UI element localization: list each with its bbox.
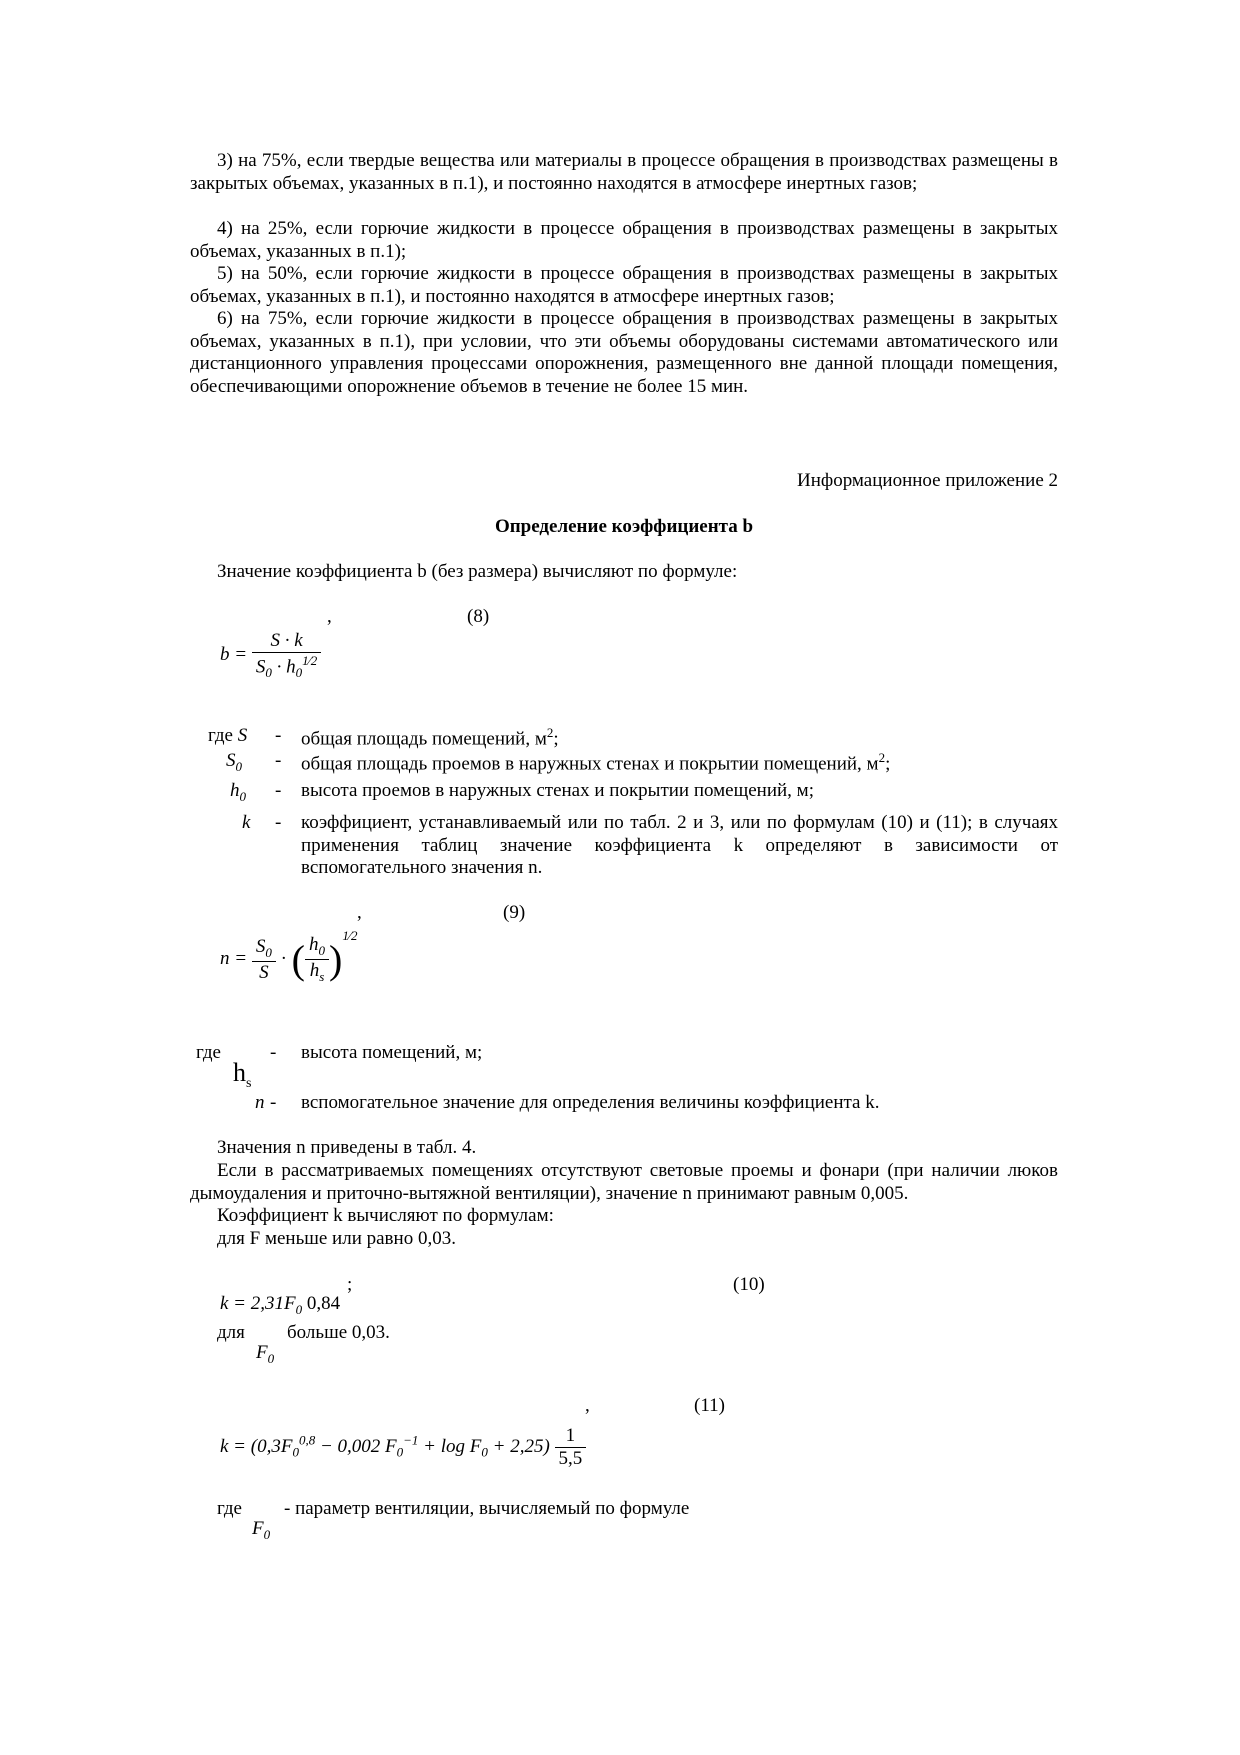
def-s0-text: общая площадь проемов в наружных стенах и покрытии помещений, $м^2$;: [301, 750, 891, 775]
def-s0: $S_0$: [226, 750, 242, 774]
formula-8-numerator: S · k: [252, 630, 321, 653]
formula-10: $k = 2,31F_0$ 0,84: [220, 1293, 341, 1317]
section-title: Определение коэффициента b: [494, 516, 754, 537]
last-where: где: [217, 1498, 242, 1519]
def-s: где S: [208, 725, 248, 746]
formula-8: [220, 630, 321, 681]
def-s-text: общая площадь помещений, $м^2$;: [301, 725, 559, 750]
formula-11-comma: ,: [585, 1395, 590, 1416]
for-text: больше 0,03.: [287, 1322, 390, 1343]
def-n-dash: -: [270, 1092, 277, 1113]
for-label: для: [217, 1322, 245, 1343]
def-hs-dash: -: [270, 1042, 277, 1063]
def-s-dash: -: [275, 725, 282, 746]
formula-9-fraction-1: $\frac{S_0}{S}$: [252, 936, 276, 984]
formula-9-fraction-2: $\frac{h_0}{h_s}$: [305, 934, 329, 985]
formula-8-comma: ,: [327, 606, 332, 627]
for-f0: $F_0$: [256, 1342, 275, 1366]
formula-11-number: (11): [694, 1395, 725, 1416]
formula-8-number: (8): [467, 606, 490, 627]
def-n: n: [255, 1092, 265, 1113]
paragraph-item-6: 6) на 75%, если горючие жидкости в процессе обращения в производствах размещены в закрытых объемах, указанных в п.1), при условии, что эти объемы оборудованы системами автоматического или дистанционного управления процессами опорожнения, размещенного вне данной площади помещения, обеспечивающими опорожнение объемов в течение не более 15 мин.: [190, 308, 1058, 397]
paragraph-item-5: 5) на 50%, если горючие жидкости в процессе обращения в производствах размещены в закрытых объемах, указанных в п.1), и постоянно находятся в атмосфере инертных газов;: [190, 263, 1058, 307]
paragraph-for-f: для F меньше или равно 0,03.: [217, 1228, 456, 1249]
def9-where: где: [196, 1042, 221, 1063]
def-n-text: вспомогательное значение для определения величины коэффициента k.: [301, 1092, 880, 1113]
formula-9: n = $\frac{S_0}{S}$ · ( $\frac{h_0}{h_s}$ )$^{1⁄2}$: [220, 928, 358, 984]
def-h0-text: высота проемов в наружных стенах и покрытии помещений, м;: [301, 780, 814, 801]
def-h0-dash: -: [275, 780, 282, 801]
last-text: - параметр вентиляции, вычисляемый по формуле: [284, 1498, 690, 1519]
formula-10-semicolon: ;: [347, 1274, 353, 1295]
def-hs: $h_s$: [233, 1058, 252, 1092]
appendix-label: Информационное приложение 2: [797, 470, 1058, 491]
formula-8-denominator: $S_0 \cdot h_0^{1⁄2}$: [255, 653, 318, 681]
formula-9-comma: ,: [357, 902, 362, 923]
formula-10-number: (10): [733, 1274, 765, 1295]
paragraph-values-n: Значения n приведены в табл. 4.: [217, 1137, 477, 1158]
def-h0: $h_0$: [230, 780, 246, 804]
formula-8-lhs: b =: [220, 643, 248, 665]
def-k-text: коэффициент, устанавливаемый или по табл. 2 и 3, или по формулам (10) и (11); в случаях применения таблиц значение коэффициента k определяют в зависимости от вспомогательного значения n.: [301, 812, 1058, 878]
paragraph-coef-k: Коэффициент k вычисляют по формулам:: [217, 1205, 554, 1226]
intro-text: Значение коэффициента b (без размера) вычисляют по формуле:: [217, 561, 738, 582]
paragraph-item-3: 3) на 75%, если твердые вещества или материалы в процессе обращения в производствах размещены в закрытых объемах, указанных в п.1), и постоянно находятся в атмосфере инертных газов;: [190, 150, 1058, 194]
last-f0: $F_0$: [252, 1518, 271, 1542]
formula-9-number: (9): [503, 902, 526, 923]
formula-11-fraction: $\frac{1}{5,5}$: [555, 1425, 587, 1470]
def-k: k: [242, 812, 251, 833]
paragraph-item-4: 4) на 25%, если горючие жидкости в процессе обращения в производствах размещены в закрытых объемах, указанных в п.1);: [190, 218, 1058, 262]
def-hs-text: высота помещений, м;: [301, 1042, 483, 1063]
def-k-dash: -: [275, 812, 282, 833]
formula-8-fraction: [252, 630, 321, 681]
def-s0-dash: -: [275, 750, 282, 771]
paragraph-no-openings: Если в рассматриваемых помещениях отсутствуют световые проемы и фонари (при наличии люков дымоудаления и приточно-вытяжной вентиляции), значение n принимают равным 0,005.: [190, 1160, 1058, 1204]
formula-11: $k = (0,3F_0^{0,8} - 0,002$ $F_0^{-1} + \log F_0 + 2,25$) $\frac{1}{5,5}$: [220, 1425, 586, 1470]
